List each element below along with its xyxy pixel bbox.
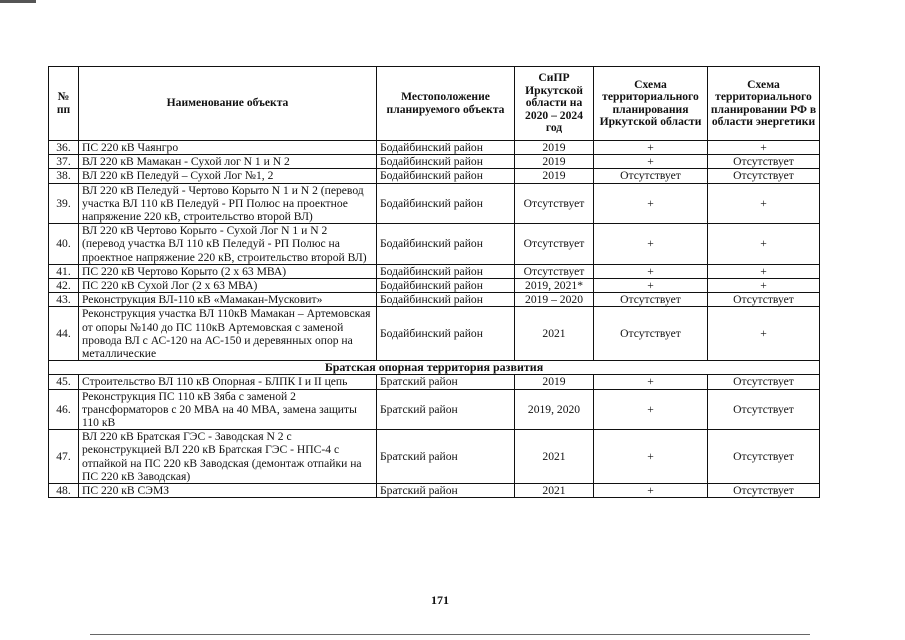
- row-number: 47.: [49, 430, 79, 484]
- sipr-cell: 2019: [515, 375, 594, 389]
- sipr-cell: 2019 – 2020: [515, 293, 594, 307]
- scheme-rf-cell: Отсутствует: [708, 430, 820, 484]
- object-name: ВЛ 220 кВ Чертово Корыто - Сухой Лог N 1 и N 2 (перевод участка ВЛ 110 кВ Пеледуй - РП Полюс на проектное напряжение 220 кВ, строительство второй ВЛ): [79, 224, 377, 265]
- sipr-cell: 2019: [515, 155, 594, 169]
- table-row: [49, 307, 820, 361]
- header-scheme-rf: Схема территориального планировании РФ в области энергетики: [708, 67, 820, 141]
- object-location: Братский район: [377, 484, 515, 498]
- object-name: ВЛ 220 кВ Братская ГЭС - Заводская N 2 с реконструкцией ВЛ 220 кВ Братская ГЭС - НПС-4 с отпайкой на ПС 220 кВ Заводская (демонтаж отпайки на ПС 220 кВ Заводская): [79, 430, 377, 484]
- table-header-row: [49, 67, 820, 141]
- table-row: [49, 279, 820, 293]
- table-row: [49, 375, 820, 389]
- objects-table: [48, 66, 820, 498]
- header-location: Местоположение планируемого объекта: [377, 67, 515, 141]
- scheme-rf-cell: +: [708, 279, 820, 293]
- row-number: 46.: [49, 389, 79, 430]
- object-name: Реконструкция участка ВЛ 110кВ Мамакан – Артемовская от опоры №140 до ПС 110кВ Артемовская с заменой провода ВЛ с АС-120 на АС-150 и деревянных опор на металлические: [79, 307, 377, 361]
- sipr-cell: 2019: [515, 169, 594, 183]
- scheme-rf-cell: +: [708, 141, 820, 155]
- row-number: 37.: [49, 155, 79, 169]
- row-number: 36.: [49, 141, 79, 155]
- table-body-bodaibo: [49, 141, 820, 361]
- scheme-rf-cell: Отсутствует: [708, 389, 820, 430]
- object-name: ВЛ 220 кВ Мамакан - Сухой лог N 1 и N 2: [79, 155, 377, 169]
- table-row: [49, 264, 820, 278]
- section-row: [49, 361, 820, 375]
- object-location: Бодайбинский район: [377, 183, 515, 224]
- header-sipr: СиПР Иркутской области на 2020 – 2024 год: [515, 67, 594, 141]
- scheme-rf-cell: +: [708, 307, 820, 361]
- scheme-region-cell: Отсутствует: [594, 293, 708, 307]
- sipr-cell: 2019, 2020: [515, 389, 594, 430]
- table-body-bratsk: [49, 375, 820, 498]
- table-row: [49, 430, 820, 484]
- object-location: Братский район: [377, 430, 515, 484]
- table-row: [49, 293, 820, 307]
- table-row: [49, 224, 820, 265]
- scheme-region-cell: +: [594, 141, 708, 155]
- scheme-region-cell: +: [594, 264, 708, 278]
- object-location: Братский район: [377, 375, 515, 389]
- scheme-rf-cell: +: [708, 224, 820, 265]
- object-name: ПС 220 кВ Чаянгро: [79, 141, 377, 155]
- scheme-region-cell: +: [594, 279, 708, 293]
- table-row: [49, 484, 820, 498]
- row-number: 38.: [49, 169, 79, 183]
- scheme-rf-cell: Отсутствует: [708, 484, 820, 498]
- page-number: 171: [431, 593, 449, 607]
- object-name: ВЛ 220 кВ Пеледуй - Чертово Корыто N 1 и N 2 (перевод участка ВЛ 110 кВ Пеледуй - РП Полюс на проектное напряжение 220 кВ, строительство второй ВЛ): [79, 183, 377, 224]
- scheme-rf-cell: +: [708, 183, 820, 224]
- header-num: № пп: [49, 67, 79, 141]
- row-number: 45.: [49, 375, 79, 389]
- scan-edge-mark: [0, 0, 36, 3]
- object-location: Бодайбинский район: [377, 169, 515, 183]
- sipr-cell: 2021: [515, 484, 594, 498]
- header-name: Наименование объекта: [79, 67, 377, 141]
- sipr-cell: Отсутствует: [515, 183, 594, 224]
- scheme-region-cell: Отсутствует: [594, 307, 708, 361]
- object-name: Строительство ВЛ 110 кВ Опорная - БЛПК I и II цепь: [79, 375, 377, 389]
- object-location: Бодайбинский район: [377, 307, 515, 361]
- sipr-cell: 2019, 2021*: [515, 279, 594, 293]
- object-location: Бодайбинский район: [377, 264, 515, 278]
- row-number: 40.: [49, 224, 79, 265]
- scheme-rf-cell: Отсутствует: [708, 155, 820, 169]
- scheme-region-cell: +: [594, 155, 708, 169]
- object-name: ПС 220 кВ Чертово Корыто (2 х 63 МВА): [79, 264, 377, 278]
- object-name: Реконструкция ВЛ-110 кВ «Мамакан-Мусковит»: [79, 293, 377, 307]
- table-row: [49, 141, 820, 155]
- row-number: 43.: [49, 293, 79, 307]
- scheme-rf-cell: +: [708, 264, 820, 278]
- scheme-region-cell: +: [594, 183, 708, 224]
- object-location: Бодайбинский район: [377, 279, 515, 293]
- scheme-region-cell: +: [594, 430, 708, 484]
- scheme-region-cell: +: [594, 375, 708, 389]
- object-location: Бодайбинский район: [377, 141, 515, 155]
- scheme-region-cell: +: [594, 224, 708, 265]
- table-row: [49, 169, 820, 183]
- scheme-region-cell: +: [594, 484, 708, 498]
- table-row: [49, 389, 820, 430]
- scheme-region-cell: +: [594, 389, 708, 430]
- footer-rule: [90, 634, 810, 636]
- object-name: ПС 220 кВ Сухой Лог (2 х 63 МВА): [79, 279, 377, 293]
- object-location: Бодайбинский район: [377, 224, 515, 265]
- table-row: [49, 155, 820, 169]
- object-location: Бодайбинский район: [377, 293, 515, 307]
- row-number: 39.: [49, 183, 79, 224]
- row-number: 42.: [49, 279, 79, 293]
- object-name: Реконструкция ПС 110 кВ Зяба с заменой 2 трансформаторов с 20 МВА на 40 МВА, замена защиты 110 кВ: [79, 389, 377, 430]
- scheme-rf-cell: Отсутствует: [708, 169, 820, 183]
- sipr-cell: 2021: [515, 307, 594, 361]
- object-name: ПС 220 кВ СЭМЗ: [79, 484, 377, 498]
- table-row: [49, 183, 820, 224]
- sipr-cell: Отсутствует: [515, 264, 594, 278]
- object-name: ВЛ 220 кВ Пеледуй – Сухой Лог №1, 2: [79, 169, 377, 183]
- section-title: Братская опорная территория развития: [49, 361, 820, 375]
- object-location: Братский район: [377, 389, 515, 430]
- sipr-cell: 2019: [515, 141, 594, 155]
- row-number: 48.: [49, 484, 79, 498]
- sipr-cell: Отсутствует: [515, 224, 594, 265]
- scheme-region-cell: Отсутствует: [594, 169, 708, 183]
- scheme-rf-cell: Отсутствует: [708, 293, 820, 307]
- sipr-cell: 2021: [515, 430, 594, 484]
- scheme-rf-cell: Отсутствует: [708, 375, 820, 389]
- header-scheme-region: Схема территориального планирования Иркутской области: [594, 67, 708, 141]
- object-location: Бодайбинский район: [377, 155, 515, 169]
- row-number: 41.: [49, 264, 79, 278]
- row-number: 44.: [49, 307, 79, 361]
